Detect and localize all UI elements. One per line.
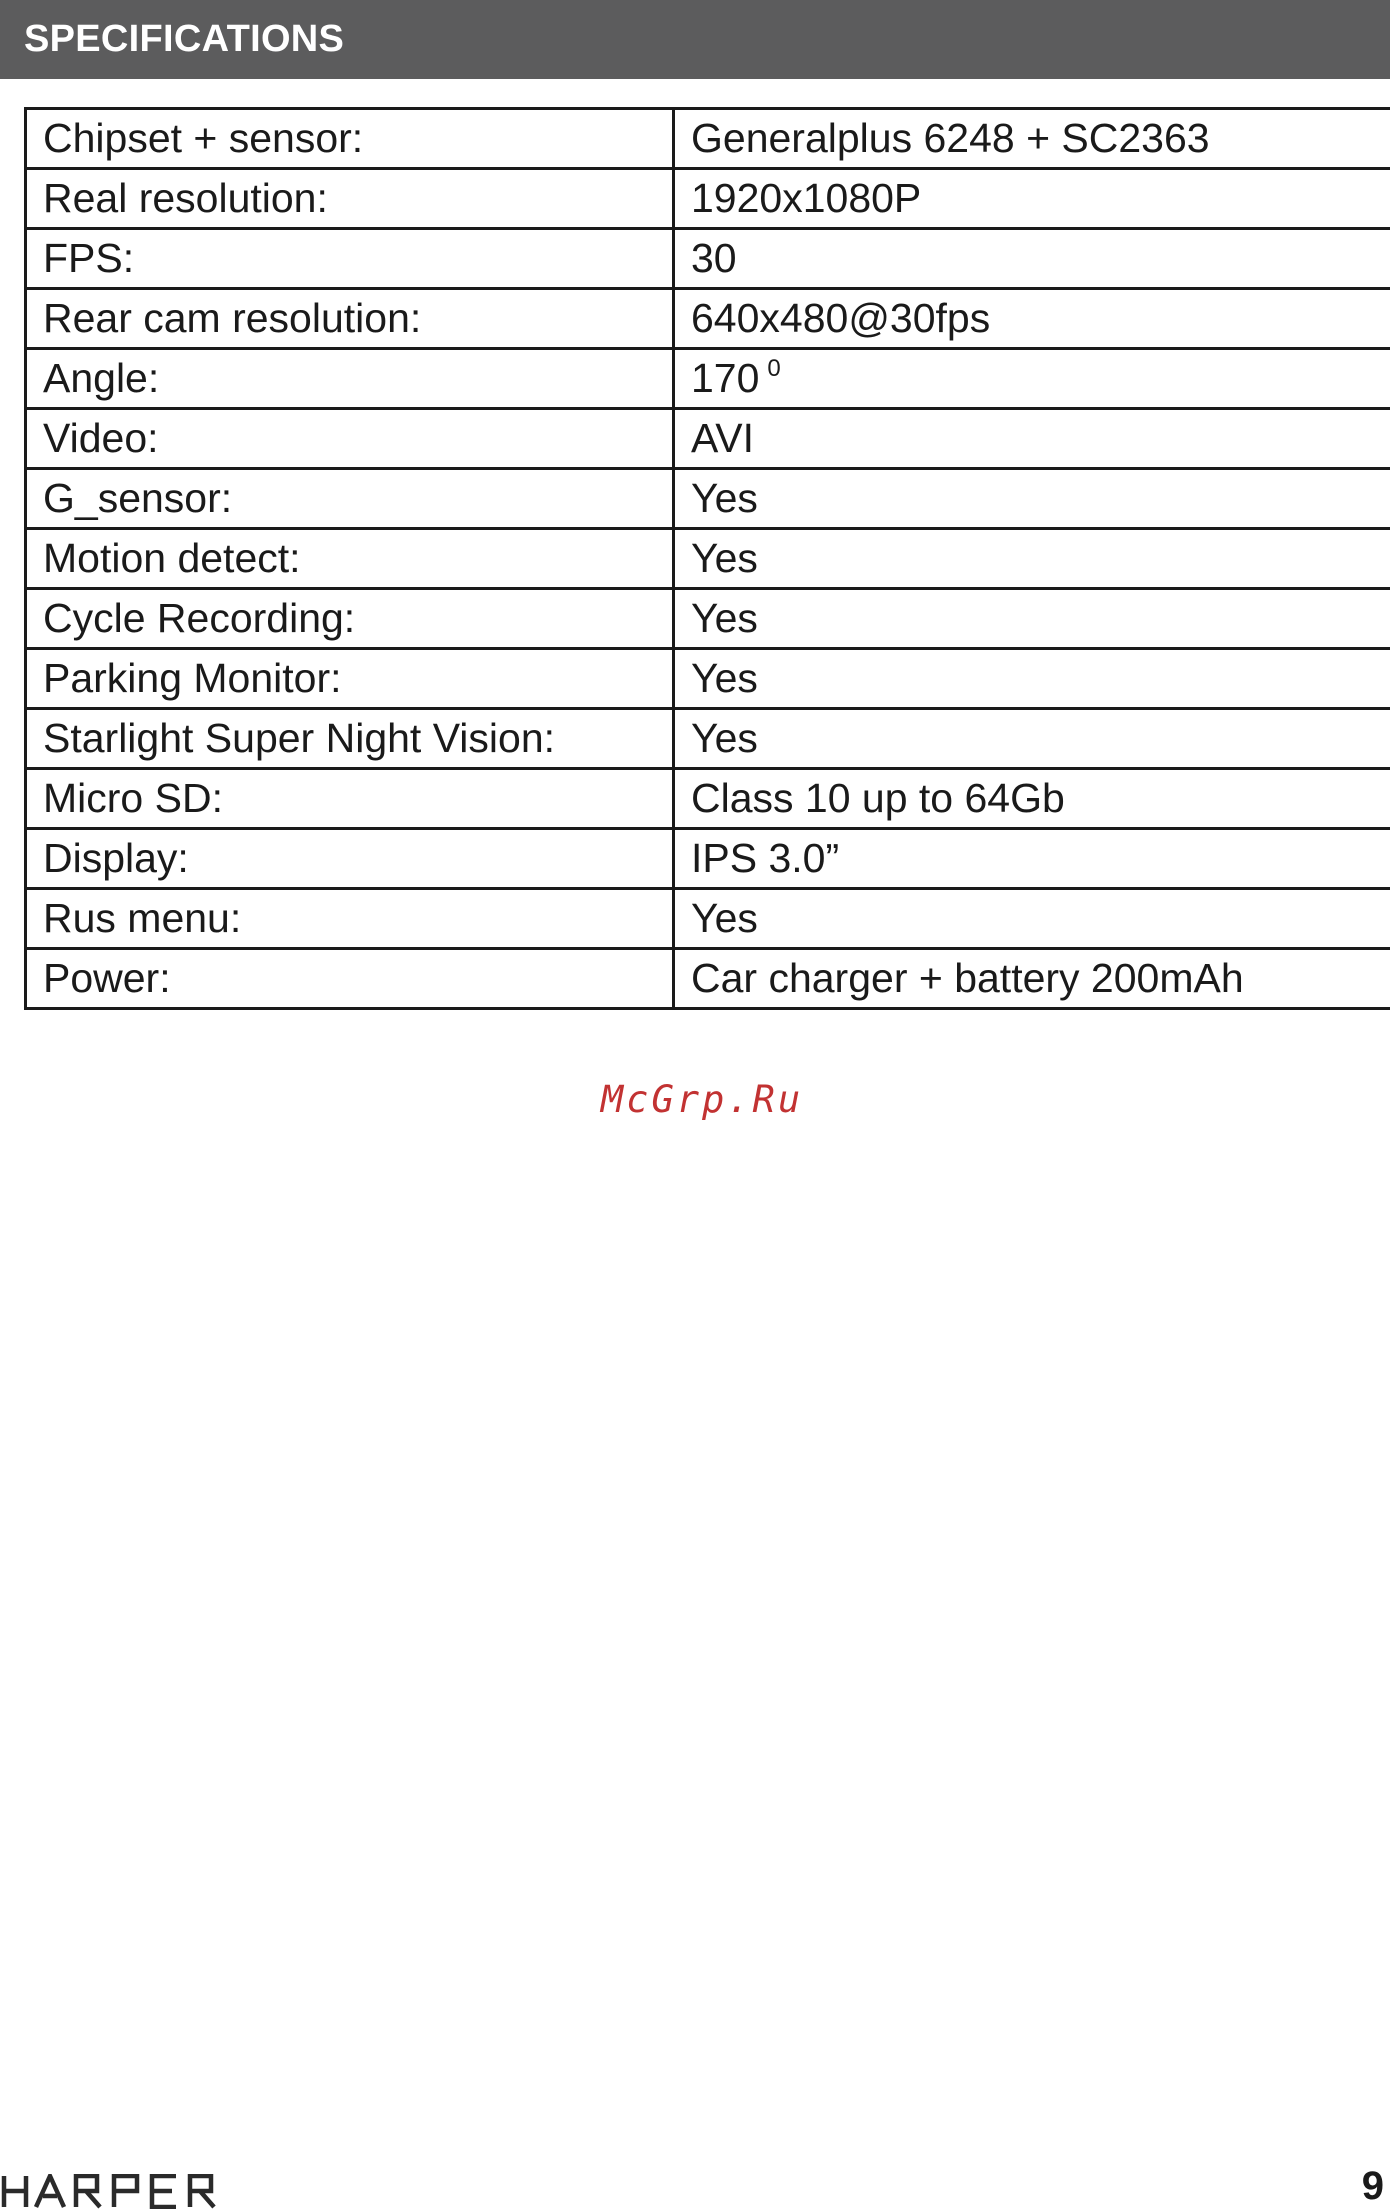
spec-value: 170 (691, 355, 760, 401)
spec-value: Yes (674, 649, 1390, 709)
spec-value: Yes (674, 589, 1390, 649)
spec-value: Generalplus 6248 + SC2363 (674, 109, 1390, 169)
table-row (26, 469, 1390, 529)
table-row (26, 349, 1390, 409)
table-row (26, 109, 1390, 169)
specifications-table (24, 107, 1390, 1010)
table-row (26, 589, 1390, 649)
spec-label: Angle: (26, 349, 674, 409)
spec-value: Yes (674, 889, 1390, 949)
degree-superscript: 0 (767, 355, 781, 382)
spec-value: AVI (674, 409, 1390, 469)
table-row (26, 769, 1390, 829)
spec-value-cell (674, 349, 1390, 409)
spec-value: IPS 3.0” (674, 829, 1390, 889)
spec-label: Rus menu: (26, 889, 674, 949)
table-row (26, 649, 1390, 709)
harper-logo (0, 2174, 242, 2209)
spec-value: Class 10 up to 64Gb (674, 769, 1390, 829)
spec-label: Parking Monitor: (26, 649, 674, 709)
table-row (26, 709, 1390, 769)
watermark: McGrp.Ru (600, 1078, 804, 1121)
spec-value: Car charger + battery 200mAh (674, 949, 1390, 1009)
table-row (26, 529, 1390, 589)
spec-label: Rear cam resolution: (26, 289, 674, 349)
spec-label: G_sensor: (26, 469, 674, 529)
spec-value: Yes (674, 469, 1390, 529)
table-row (26, 289, 1390, 349)
spec-label: Starlight Super Night Vision: (26, 709, 674, 769)
spec-value: Yes (674, 709, 1390, 769)
spec-value: 30 (674, 229, 1390, 289)
spec-value: Yes (674, 529, 1390, 589)
spec-value: 1920x1080P (674, 169, 1390, 229)
table-row (26, 409, 1390, 469)
section-header (0, 0, 1390, 79)
table-row (26, 949, 1390, 1009)
page-number: 9 (1361, 2164, 1384, 2208)
spec-value: 640x480@30fps (674, 289, 1390, 349)
spec-label: Cycle Recording: (26, 589, 674, 649)
spec-label: Real resolution: (26, 169, 674, 229)
table-row (26, 229, 1390, 289)
spec-label: Micro SD: (26, 769, 674, 829)
spec-label: Motion detect: (26, 529, 674, 589)
spec-label: Power: (26, 949, 674, 1009)
table-row (26, 169, 1390, 229)
table-row (26, 889, 1390, 949)
table-row (26, 829, 1390, 889)
spec-label: Video: (26, 409, 674, 469)
spec-label: Display: (26, 829, 674, 889)
spec-label: FPS: (26, 229, 674, 289)
spec-label: Chipset + sensor: (26, 109, 674, 169)
section-title: SPECIFICATIONS (24, 18, 345, 60)
